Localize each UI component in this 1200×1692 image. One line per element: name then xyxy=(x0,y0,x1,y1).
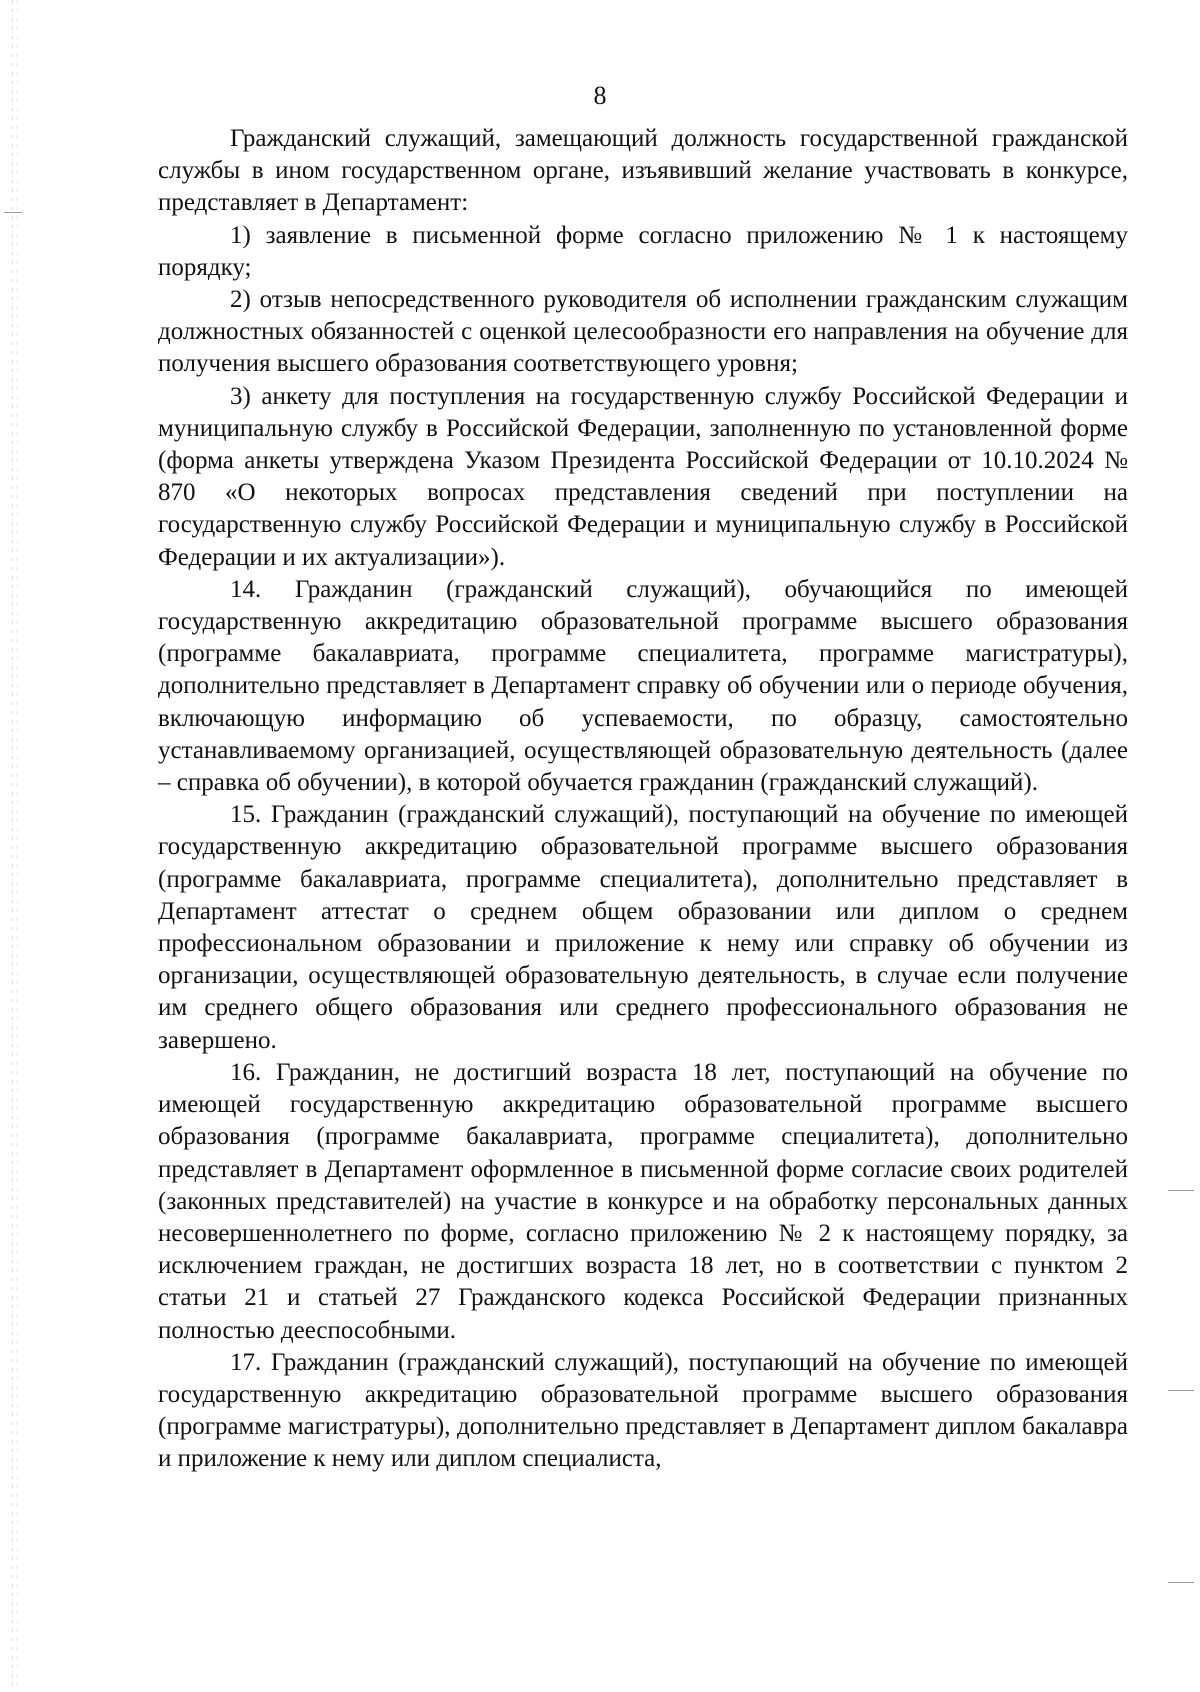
paragraph-item-3-questionnaire: 3) анкету для поступления на государственную службу Российской Федерации и муниципальную службу в Российской Федерации, заполненную по установленной форме (форма анкеты утверждена Указом Президента Российской Федерации от 10.10.2024 № 870 «О некоторых вопросах представления сведений при поступлении на государственную службу Российской Федерации и муниципальную службу в Российской Федерации и их актуализации»). xyxy=(158,382,1128,571)
paragraph-clause-14: 14. Гражданин (гражданский служащий), обучающийся по имеющей государственную аккредитацию образовательной программе высшего образования (программе бакалавриата, программе специалитета, программе магистратуры), дополнительно представляет в Департамент справку об обучении или о периоде обучения, включающую информацию об успеваемости, по образцу, самостоятельно устанавливаемому организацией, осуществляющей образовательную деятельность (далее – справка об обучении), в которой обучается гражданин (гражданский служащий). xyxy=(158,575,1128,797)
page-number: 8 xyxy=(593,81,607,110)
scan-artifact-mark-3 xyxy=(1168,1390,1194,1391)
document-body xyxy=(158,123,1128,1476)
paragraph-clause-15: 15. Гражданин (гражданский служащий), поступающий на обучение по имеющей государственную аккредитацию образовательной программе высшего образования (программе бакалавриата, программе специалитета), дополнительно представляет в Департамент аттестат о среднем общем образовании или диплом о среднем профессиональном образовании и приложение к нему или справку об обучении из организации, осуществляющей образовательную деятельность, в случае если получение им среднего общего образования или среднего профессионального образования не завершено. xyxy=(158,801,1128,1054)
paragraph-clause-17: 17. Гражданин (гражданский служащий), поступающий на обучение по имеющей государственную аккредитацию образовательной программе высшего образования (программе магистратуры), дополнительно представляет в Департамент диплом бакалавра и приложение к нему или диплом специалиста, xyxy=(158,1348,1128,1473)
paragraph-civil-servant-intro: Гражданский служащий, замещающий должность государственной гражданской службы в ином государственном органе, изъявивший желание участвовать в конкурсе, представляет в Департамент: xyxy=(158,125,1128,217)
scan-artifact-left-1 xyxy=(12,0,13,1692)
scan-artifact-mark-4 xyxy=(1168,1582,1194,1583)
scan-artifact-mark-1 xyxy=(4,212,22,213)
scan-artifact-left-2 xyxy=(16,0,17,1692)
paragraph-clause-16: 16. Гражданин, не достигший возраста 18 лет, поступающий на обучение по имеющей государственную аккредитацию образовательной программе высшего образования (программе бакалавриата, программе специалитета), дополнительно представляет в Департамент оформленное в письменной форме согласие своих родителей (законных представителей) на участие в конкурсе и на обработку персональных данных несовершеннолетнего по форме, согласно приложению № 2 к настоящему порядку, за исключением граждан, не достигших возраста 18 лет, но в соответствии с пунктом 2 статьи 21 и статьей 27 Гражданского кодекса Российской Федерации признанных полностью дееспособными. xyxy=(158,1058,1128,1344)
paragraph-item-2-supervisor-review: 2) отзыв непосредственного руководителя об исполнении гражданским служащим должностных обязанностей с оценкой целесообразности его направления на обучение для получения высшего образования соответствующего уровня; xyxy=(158,286,1128,378)
scan-artifact-mark-2 xyxy=(1168,1190,1194,1191)
paragraph-item-1-application: 1) заявление в письменной форме согласно приложению № 1 к настоящему порядку; xyxy=(158,221,1128,281)
